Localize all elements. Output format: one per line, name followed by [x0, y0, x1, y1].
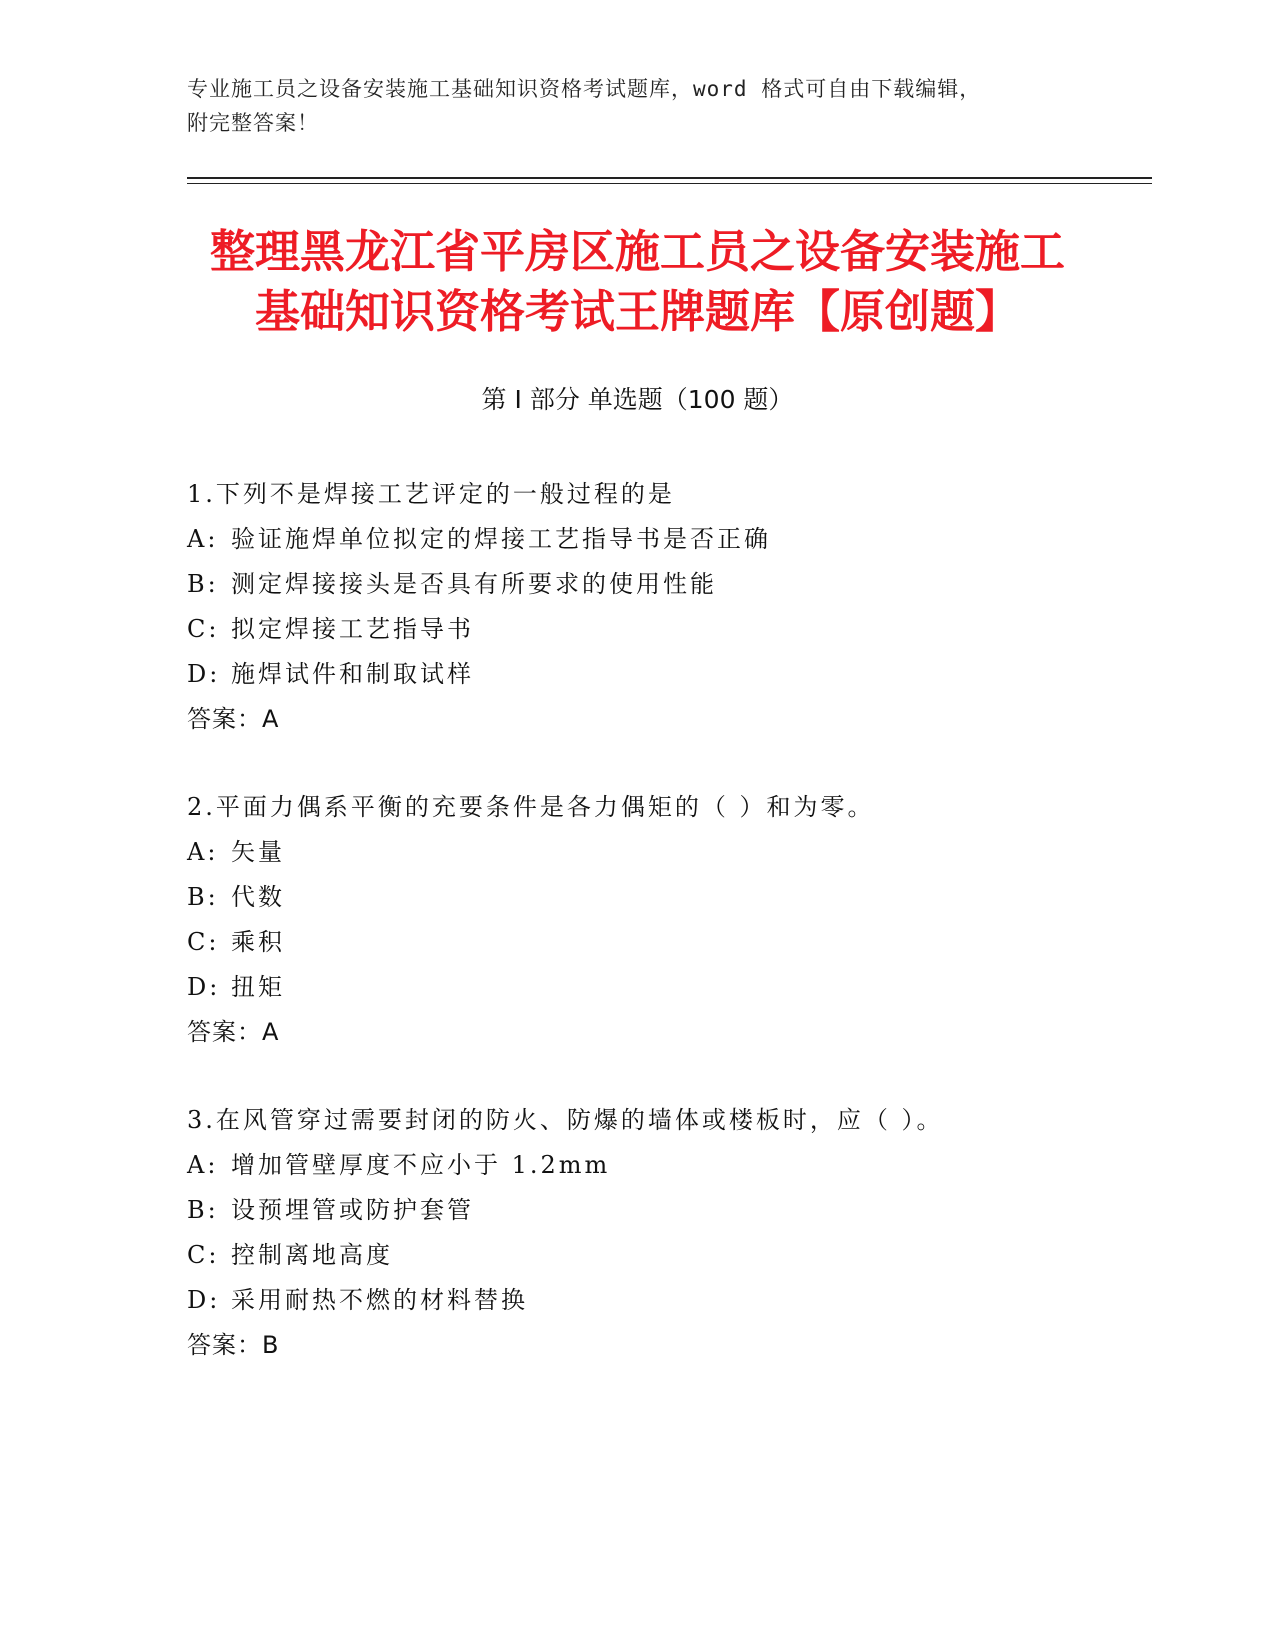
option-text: 测定焊接接头是否具有所要求的使用性能 [231, 570, 717, 598]
option-letter: B: [187, 883, 219, 911]
option-text: 代数 [231, 883, 285, 911]
question-item [187, 785, 1147, 1055]
option-letter: C: [187, 1241, 220, 1269]
option-letter: C: [187, 928, 220, 956]
header-note [187, 72, 1087, 140]
option-text: 控制离地高度 [231, 1241, 393, 1269]
answer-line: 答案：A [187, 705, 280, 733]
question-stem: 1.下列不是焊接工艺评定的一般过程的是 [187, 480, 675, 508]
document-title-line-2: 基础知识资格考试王牌题库【原创题】 [254, 285, 1020, 338]
question-item [187, 472, 1147, 742]
option-letter: A: [187, 838, 219, 866]
option-text: 采用耐热不燃的材料替换 [231, 1286, 528, 1314]
option-text: 增加管壁厚度不应小于 1.2mm [231, 1151, 611, 1179]
option-c [187, 920, 1147, 965]
option-a [187, 830, 1147, 875]
option-letter: B: [187, 1196, 219, 1224]
question-stem: 2.平面力偶系平衡的充要条件是各力偶矩的（ ）和为零。 [187, 793, 875, 821]
header-note-line-2: 附完整答案！ [187, 111, 319, 135]
option-text: 矢量 [231, 838, 285, 866]
option-text: 乘积 [231, 928, 285, 956]
option-d [187, 965, 1147, 1010]
header-divider-thick [187, 177, 1152, 179]
option-letter: A: [187, 1151, 219, 1179]
option-b [187, 562, 1147, 607]
option-text: 验证施焊单位拟定的焊接工艺指导书是否正确 [231, 525, 771, 553]
header-divider-thin [187, 183, 1152, 184]
option-a [187, 1143, 1147, 1188]
answer-line: 答案：A [187, 1018, 280, 1046]
option-letter: A: [187, 525, 219, 553]
option-c [187, 607, 1147, 652]
option-letter: D: [187, 660, 221, 688]
option-text: 拟定焊接工艺指导书 [231, 615, 474, 643]
option-text: 扭矩 [231, 973, 285, 1001]
option-text: 施焊试件和制取试样 [231, 660, 474, 688]
question-item [187, 1098, 1147, 1368]
option-c [187, 1233, 1147, 1278]
question-list [187, 472, 1147, 1411]
answer-line: 答案：B [187, 1331, 280, 1359]
option-letter: B: [187, 570, 219, 598]
option-d [187, 1278, 1147, 1323]
question-stem: 3.在风管穿过需要封闭的防火、防爆的墙体或楼板时，应（ ）。 [187, 1106, 944, 1134]
option-a [187, 517, 1147, 562]
document-title [150, 222, 1125, 342]
option-text: 设预埋管或防护套管 [231, 1196, 474, 1224]
option-letter: D: [187, 973, 221, 1001]
section-title: 第 I 部分 单选题（100 题） [481, 385, 794, 414]
header-note-line-1: 专业施工员之设备安装施工基础知识资格考试题库，word 格式可自由下载编辑， [187, 77, 982, 101]
document-title-line-1: 整理黑龙江省平房区施工员之设备安装施工 [209, 225, 1065, 278]
option-b [187, 875, 1147, 920]
option-letter: C: [187, 615, 220, 643]
option-letter: D: [187, 1286, 221, 1314]
option-b [187, 1188, 1147, 1233]
option-d [187, 652, 1147, 697]
